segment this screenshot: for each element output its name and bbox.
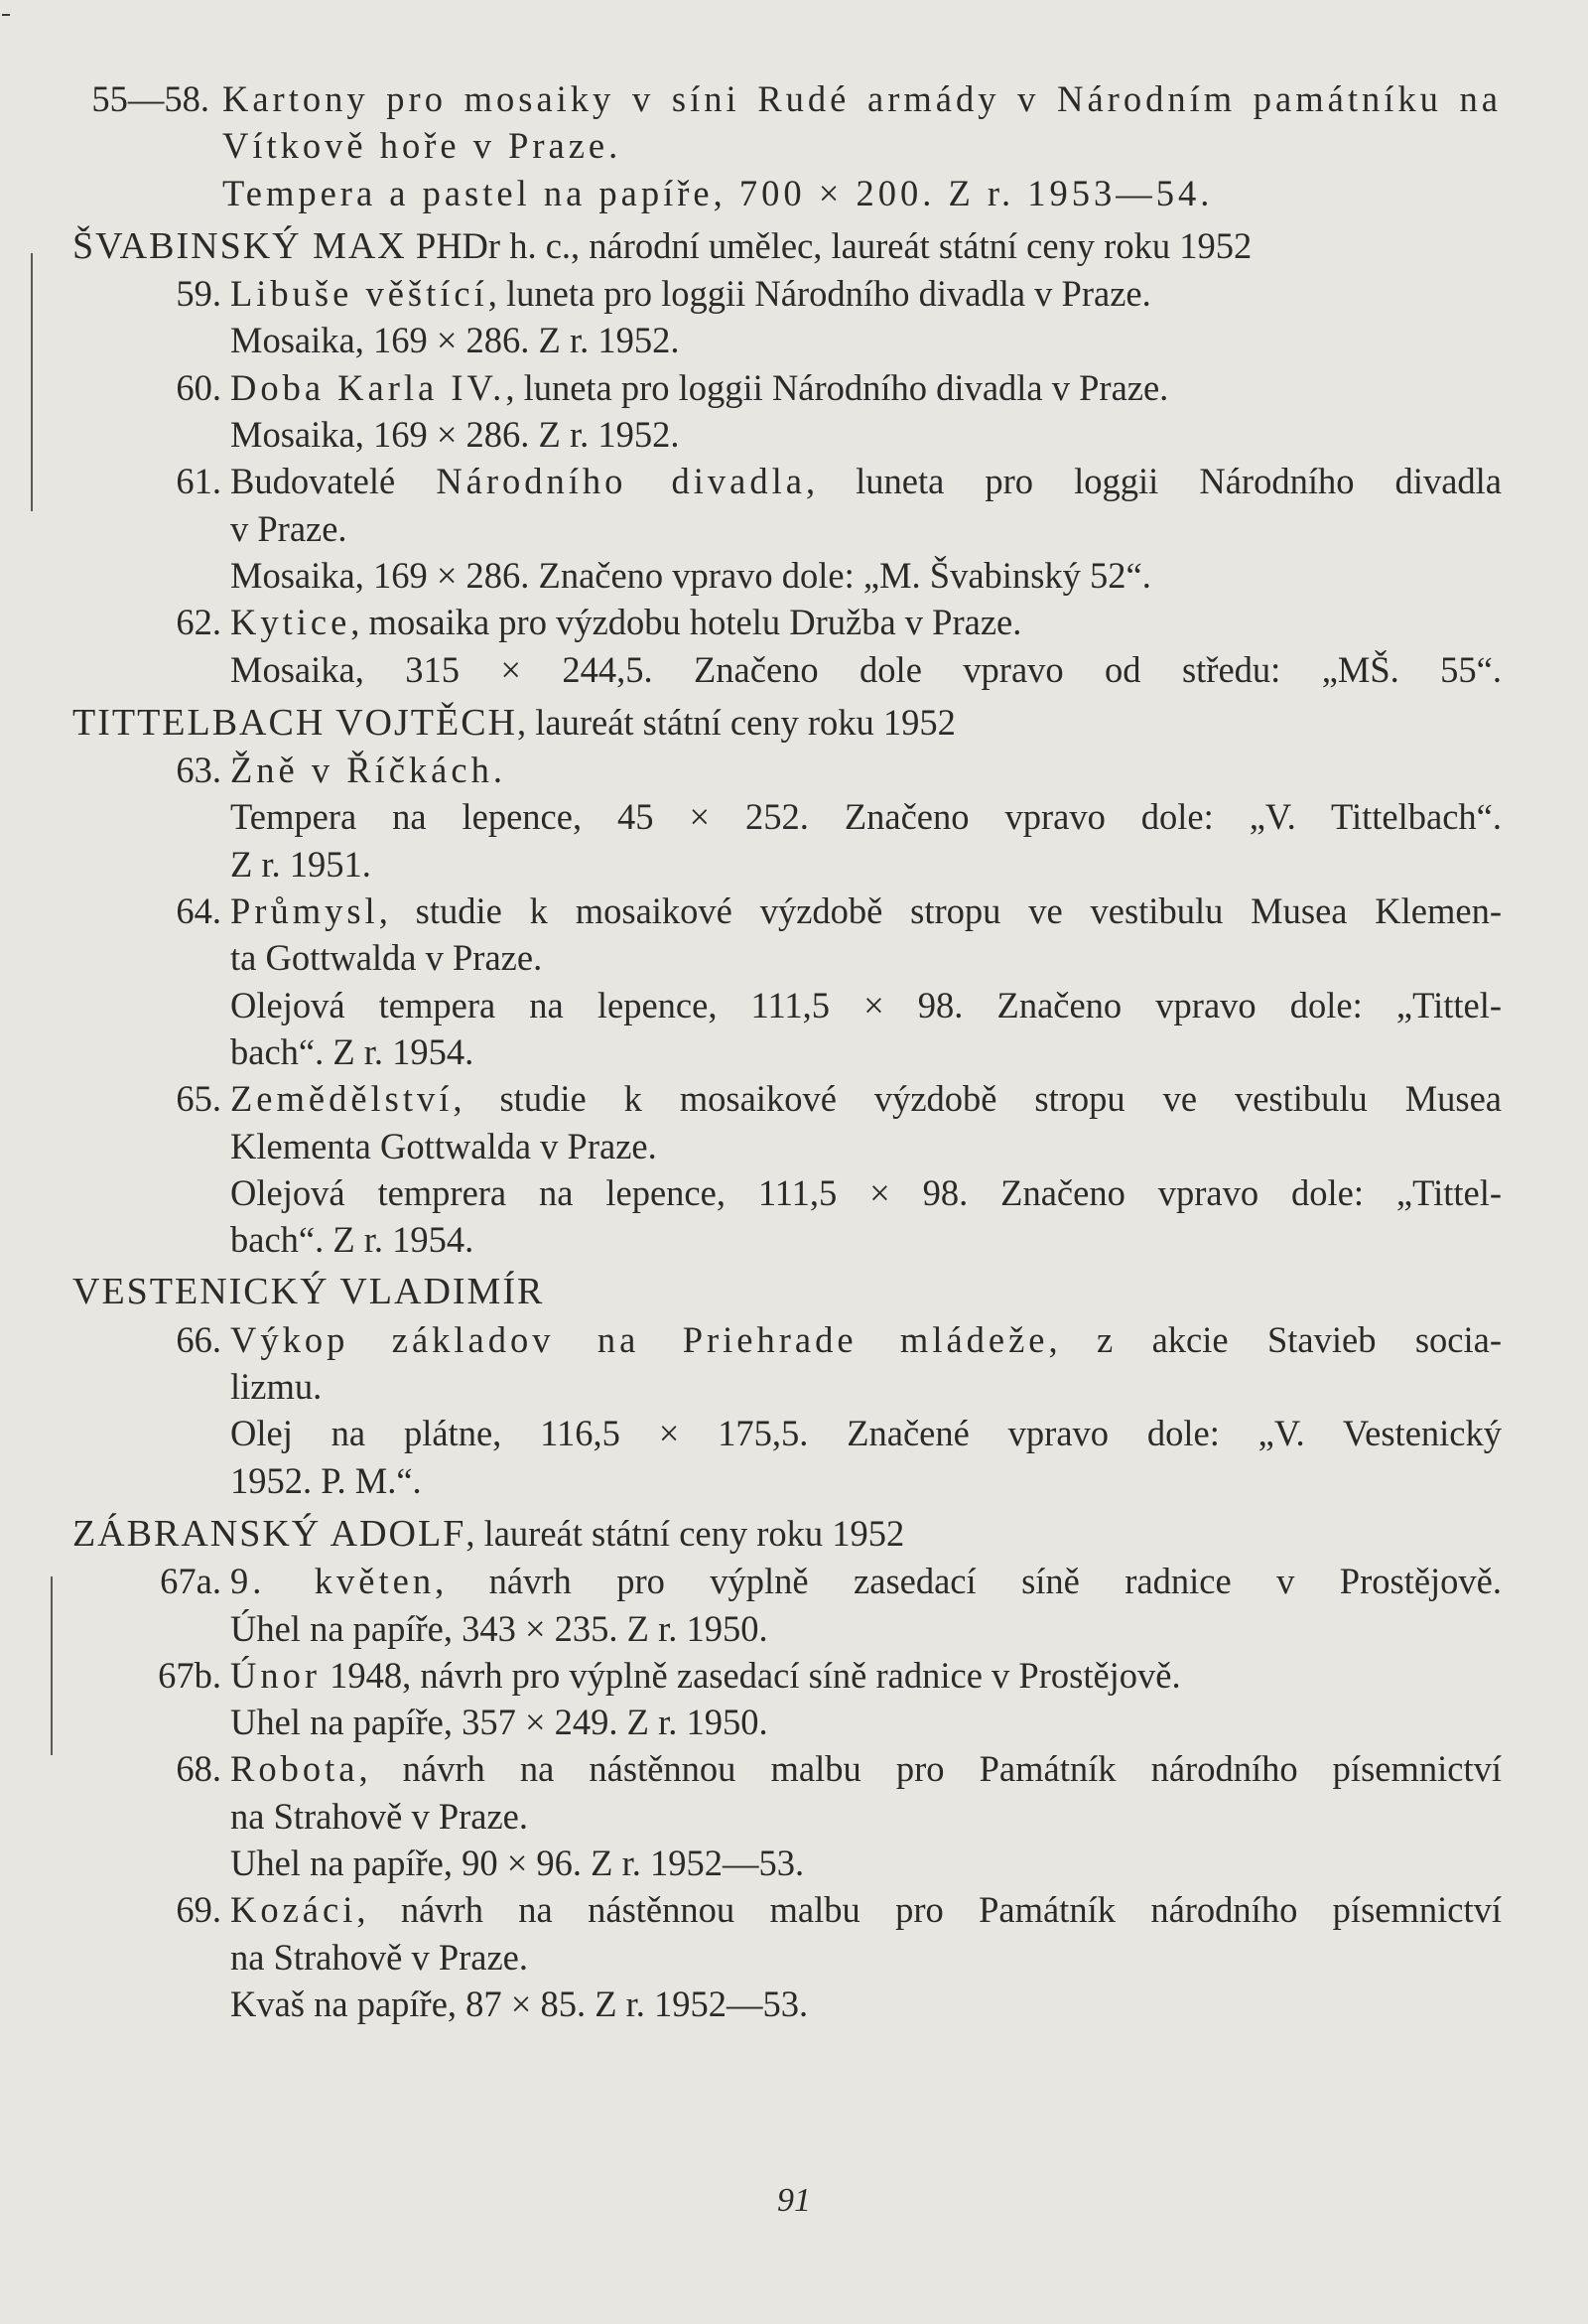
artist-name: VESTENICKÝ VLADIMÍR <box>72 1271 545 1313</box>
entry-line <box>230 646 1502 693</box>
entry-text: , luneta pro loggii Národního divadla v Praze. <box>487 273 1151 315</box>
entry-number: 65. <box>176 1078 221 1120</box>
entry-text: na Strahově v Praze. <box>230 1795 529 1837</box>
catalog-entry <box>72 599 1502 693</box>
artist-heading <box>72 222 1502 270</box>
entry-line <box>230 1028 1502 1075</box>
artist-section <box>72 1510 1502 2027</box>
entry-line <box>230 1558 1502 1604</box>
entry-text: , studie k mosaikové výzdobě stropu ve vestibulu Musea Klemen- <box>378 890 1502 932</box>
entry-line <box>230 505 1502 552</box>
work-title: Žně v Říčkách <box>230 750 493 791</box>
page-number: 91 <box>777 2182 811 2219</box>
entry-text: Olejová temprera na lepence, 111,5 × 98. Značeno vpravo dole: „Tittel- <box>230 1171 1502 1213</box>
entry-text: Mosaika, 169 × 286. Z r. 1952. <box>230 414 680 456</box>
entry-line <box>230 1981 1502 2027</box>
artist-details: , laureát státní ceny roku 1952 <box>465 1512 905 1554</box>
entry-number: 62. <box>176 602 221 643</box>
artist-heading <box>72 1510 1502 1558</box>
entry-text: , návrh na nástěnnou malbu pro Památník národního písemnictví <box>356 1889 1502 1931</box>
margin-bar-mark <box>51 1576 53 1755</box>
entry-text: , návrh pro výplně zasedací síně radnice v Prostějově. <box>435 1561 1503 1602</box>
work-title: Kartony pro mosaiky v síni Rudé armády v Národním památníku na <box>222 78 1502 119</box>
stray-mark <box>2 14 10 16</box>
entry-text: , studie k mosaikové výzdobě stropu ve vestibulu Musea <box>453 1078 1502 1120</box>
margin-bar-mark <box>31 253 33 511</box>
entry-text: , luneta pro loggii Národního divadla <box>805 461 1502 502</box>
entry-line <box>230 1934 1502 1981</box>
entry-line <box>230 934 1502 981</box>
artist-details: PHDr h. c., národní umělec, laureát státní ceny roku 1952 <box>406 224 1253 266</box>
entry-text: Olej na plátne, 116,5 × 175,5. Značené vpravo dole: „V. Vestenický <box>230 1413 1502 1454</box>
artist-details: , laureát státní ceny roku 1952 <box>517 701 956 743</box>
catalog-entry <box>72 458 1502 599</box>
entry-text: v Praze. <box>230 507 347 549</box>
work-title: Kytice <box>230 602 351 643</box>
entry-number: 67b. <box>158 1654 221 1696</box>
entry-line <box>230 1457 1502 1504</box>
entry-text: ta Gottwalda v Praze. <box>230 937 543 979</box>
entry-line <box>230 1410 1502 1456</box>
entry-line <box>230 982 1502 1028</box>
entry-number: 63. <box>176 750 221 791</box>
entry-text: , z akcie Stavieb socia- <box>1048 1318 1502 1360</box>
entry-text: , mosaika pro výzdobu hotelu Družba v Praze. <box>350 602 1022 643</box>
entry-line <box>230 1605 1502 1652</box>
entry-text: Uhel na papíře, 90 × 96. Z r. 1952—53. <box>230 1842 805 1883</box>
catalog-entry <box>72 1075 1502 1263</box>
artist-section <box>72 222 1502 693</box>
work-title: Vítkově hoře v Praze. <box>222 125 622 167</box>
catalog-entry <box>72 1652 1502 1746</box>
entry-text: na Strahově v Praze. <box>230 1936 529 1978</box>
entry-line <box>230 364 1502 411</box>
entry-text: 1952. P. M.“. <box>230 1459 422 1501</box>
entry-line <box>230 888 1502 934</box>
artist-heading <box>72 1269 1502 1315</box>
artist-section <box>72 699 1502 1264</box>
work-title: Průmysl <box>230 890 379 932</box>
entry-number: 61. <box>176 461 221 502</box>
entry-line <box>230 458 1502 504</box>
entry-number: 64. <box>176 890 221 932</box>
artist-name: ZÁBRANSKÝ ADOLF <box>72 1512 466 1555</box>
entry-text: Z r. 1951. <box>230 843 371 885</box>
catalog-entry <box>72 1316 1502 1504</box>
entry-line <box>230 793 1502 840</box>
entry-text: Kvaš na papíře, 87 × 85. Z r. 1952—53. <box>230 1982 809 2024</box>
catalog-entry <box>72 270 1502 364</box>
entry-text: , návrh na nástěnnou malbu pro Památník národního písemnictví <box>358 1748 1502 1790</box>
artist-name: ŠVABINSKÝ MAX <box>72 224 407 267</box>
work-title: Libuše věštící <box>230 273 488 315</box>
entry-line <box>222 75 1502 122</box>
entry-number: 68. <box>176 1748 221 1790</box>
entry-text: Mosaika, 169 × 286. Značeno vpravo dole: „M. Švabinský 52“. <box>230 554 1151 596</box>
work-title: Tempera a pastel na papíře, 700 × 200. Z r. 1953—54. <box>222 172 1214 213</box>
entry-line <box>230 841 1502 888</box>
entry-text: Klementa Gottwalda v Praze. <box>230 1125 657 1166</box>
entry-line <box>230 1169 1502 1216</box>
entry-number: 67a. <box>160 1561 221 1602</box>
catalog-entry <box>72 75 1502 216</box>
entry-text: bach“. Z r. 1954. <box>230 1030 474 1072</box>
work-title: Doba Karla IV. <box>230 366 506 408</box>
entry-text: Úhel na papíře, 343 × 235. Z r. 1950. <box>230 1607 768 1649</box>
entry-line <box>222 170 1502 216</box>
entry-line <box>230 1216 1502 1263</box>
entry-line <box>222 122 1502 169</box>
entry-text: bach“. Z r. 1954. <box>230 1219 474 1261</box>
entry-text: Budovatelé <box>230 461 437 502</box>
entry-line <box>230 1075 1502 1122</box>
entry-line <box>230 1652 1502 1699</box>
entry-text: Uhel na papíře, 357 × 249. Z r. 1950. <box>230 1702 768 1743</box>
entry-line <box>230 1745 1502 1792</box>
catalog-entry <box>72 364 1502 459</box>
artist-heading <box>72 699 1502 747</box>
entry-line <box>230 1840 1502 1886</box>
entry-line <box>230 1316 1502 1363</box>
entry-text: 1948, návrh pro výplně zasedací síně radnice v Prostějově. <box>321 1654 1181 1696</box>
entry-text: Mosaika, 169 × 286. Z r. 1952. <box>230 320 680 361</box>
entry-line <box>230 552 1502 599</box>
entry-text: , luneta pro loggii Národního divadla v Praze. <box>505 366 1169 408</box>
catalog-entry <box>72 1886 1502 2027</box>
entry-text: Olejová tempera na lepence, 111,5 × 98. Značeno vpravo dole: „Tittel- <box>230 984 1502 1025</box>
work-title: Národního divadla <box>436 461 806 502</box>
entry-number: 69. <box>176 1889 221 1931</box>
entry-text: . <box>492 750 502 791</box>
work-title: Robota <box>230 1748 359 1790</box>
work-title: Únor <box>230 1654 322 1696</box>
work-title: 9. květen <box>230 1561 436 1602</box>
entry-number: 55—58. <box>91 78 209 119</box>
entry-line <box>230 1793 1502 1840</box>
entry-line <box>230 1363 1502 1410</box>
artist-name: TITTELBACH VOJTĚCH <box>72 701 517 744</box>
entry-line <box>230 270 1502 317</box>
catalog-text <box>72 75 1502 2027</box>
entry-text: Tempera na lepence, 45 × 252. Značeno vpravo dole: „V. Tittelbach“. <box>230 796 1502 838</box>
entry-number: 66. <box>176 1318 221 1360</box>
entry-line <box>230 747 1502 793</box>
work-title: Kozáci <box>230 1889 357 1931</box>
catalog-entry <box>72 888 1502 1075</box>
catalog-entry <box>72 1558 1502 1652</box>
entry-line <box>230 1699 1502 1745</box>
entry-number: 59. <box>176 273 221 315</box>
entry-line <box>230 1886 1502 1933</box>
entry-text: Mosaika, 315 × 244,5. Značeno dole vpravo od středu: „MŠ. 55“. <box>230 648 1502 690</box>
entry-text: lizmu. <box>230 1366 323 1408</box>
entry-line <box>230 411 1502 458</box>
artist-section <box>72 1269 1502 1503</box>
entry-line <box>230 317 1502 363</box>
entry-line <box>230 599 1502 645</box>
work-title: Zemědělství <box>230 1078 454 1120</box>
catalog-entry <box>72 1745 1502 1886</box>
entry-line <box>230 1123 1502 1169</box>
work-title: Výkop základov na Priehrade mládeže <box>230 1318 1049 1360</box>
entry-number: 60. <box>176 366 221 408</box>
catalog-entry <box>72 747 1502 888</box>
